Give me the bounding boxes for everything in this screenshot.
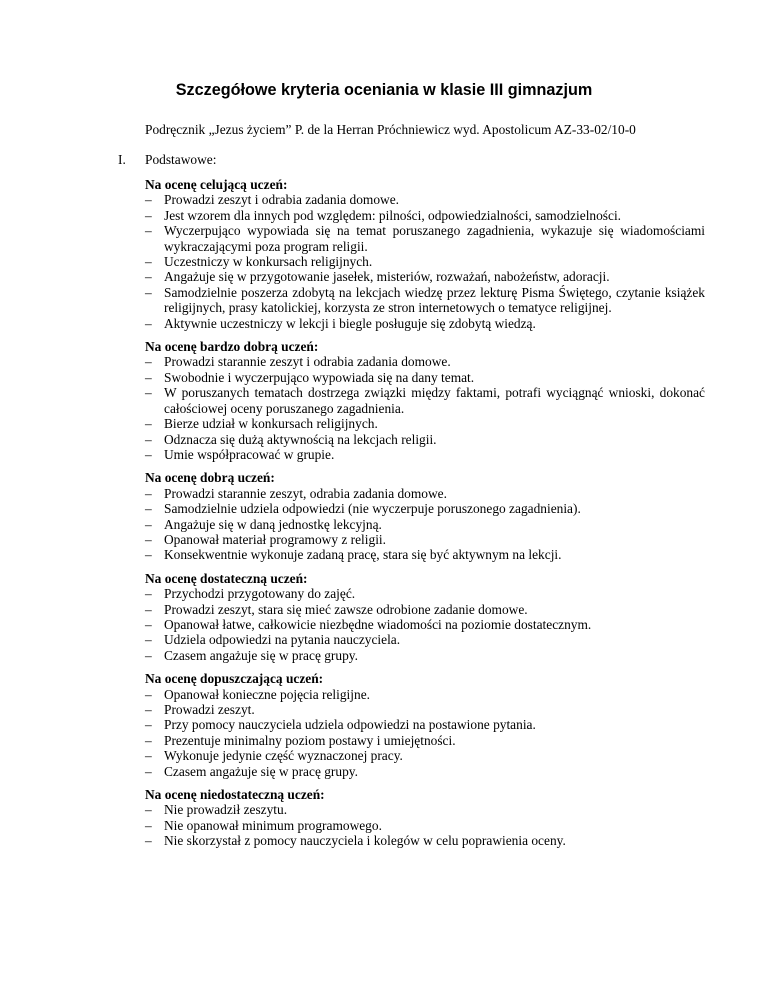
dash-bullet: – bbox=[145, 284, 152, 300]
criteria-item-text: Angażuje się w przygotowanie jasełek, misteriów, rozważań, nabożeństw, adoracji. bbox=[164, 269, 610, 285]
criteria-item-text: Prezentuje minimalny poziom postawy i umiejętności. bbox=[164, 732, 456, 748]
criteria-item-text: Udziela odpowiedzi na pytania nauczyciela. bbox=[164, 632, 401, 648]
criteria-item bbox=[145, 447, 705, 462]
dash-bullet: – bbox=[145, 632, 152, 648]
criteria-item-text: Swobodnie i wyczerpująco wypowiada się na dany temat. bbox=[164, 369, 475, 385]
dash-bullet: – bbox=[145, 717, 152, 733]
dash-bullet: – bbox=[145, 416, 152, 432]
dash-bullet: – bbox=[145, 485, 152, 501]
criteria-item-text: Przychodzi przygotowany do zajęć. bbox=[164, 586, 356, 602]
criteria-item-text: Prowadzi starannie zeszyt i odrabia zadania domowe. bbox=[164, 354, 451, 370]
criteria-item bbox=[145, 269, 705, 284]
criteria-item-text: Przy pomocy nauczyciela udziela odpowiedzi na postawione pytania. bbox=[164, 717, 536, 733]
dash-bullet: – bbox=[145, 702, 152, 717]
criteria-item-text: Jest wzorem dla innych pod względem: pilności, odpowiedzialności, samodzielności. bbox=[164, 207, 622, 223]
grade-block bbox=[145, 571, 705, 663]
dash-bullet: – bbox=[145, 547, 152, 563]
criteria-item bbox=[145, 547, 705, 562]
grading-criteria bbox=[145, 177, 705, 857]
grade-heading: Na ocenę dobrą uczeń: bbox=[145, 470, 275, 486]
criteria-item bbox=[145, 223, 705, 254]
criteria-item bbox=[145, 385, 705, 416]
criteria-list bbox=[145, 192, 705, 331]
criteria-item-text: Prowadzi zeszyt i odrabia zadania domowe. bbox=[164, 192, 399, 208]
criteria-item-text: Bierze udział w konkursach religijnych. bbox=[164, 416, 378, 432]
page-title: Szczegółowe kryteria oceniania w klasie III gimnazjum bbox=[175, 81, 593, 99]
dash-bullet: – bbox=[145, 732, 152, 748]
criteria-item-text: Uczestniczy w konkursach religijnych. bbox=[164, 254, 373, 270]
criteria-item-text: Wyczerpująco wypowiada się na temat poruszanego zagadnienia, wykazuje się wiadomościami wykraczającymi poza program religii. bbox=[164, 223, 705, 254]
criteria-item-text: Opanował łatwe, całkowicie niezbędne wiadomości na poziomie dostatecznym. bbox=[164, 616, 592, 632]
grade-block bbox=[145, 339, 705, 462]
criteria-item bbox=[145, 501, 705, 516]
grade-block bbox=[145, 671, 705, 779]
criteria-list bbox=[145, 687, 705, 779]
criteria-item bbox=[145, 432, 705, 447]
criteria-item-text: Prowadzi zeszyt. bbox=[164, 702, 255, 717]
criteria-item bbox=[145, 702, 705, 717]
dash-bullet: – bbox=[145, 531, 152, 547]
dash-bullet: – bbox=[145, 586, 152, 602]
criteria-item-text: Angażuje się w daną jednostkę lekcyjną. bbox=[164, 516, 382, 532]
textbook-subtitle: Podręcznik „Jezus życiem” P. de la Herran Próchniewicz wyd. Apostolicum AZ-33-02/10-0 bbox=[145, 122, 636, 137]
grade-heading: Na ocenę bardzo dobrą uczeń: bbox=[145, 339, 319, 355]
dash-bullet: – bbox=[145, 833, 152, 849]
criteria-item-text: Prowadzi zeszyt, stara się mieć zawsze odrobione zadanie domowe. bbox=[164, 601, 528, 617]
dash-bullet: – bbox=[145, 446, 152, 462]
criteria-item bbox=[145, 632, 705, 647]
criteria-item bbox=[145, 254, 705, 269]
dash-bullet: – bbox=[145, 817, 152, 833]
criteria-item-text: Opanował materiał programowy z religii. bbox=[164, 531, 386, 547]
criteria-list bbox=[145, 354, 705, 462]
criteria-item bbox=[145, 733, 705, 748]
criteria-item bbox=[145, 748, 705, 763]
criteria-item-text: Nie skorzystał z pomocy nauczyciela i kolegów w celu poprawienia oceny. bbox=[164, 833, 566, 849]
criteria-item bbox=[145, 354, 705, 369]
dash-bullet: – bbox=[145, 686, 152, 702]
criteria-item-text: Czasem angażuje się w pracę grupy. bbox=[164, 647, 358, 663]
criteria-list bbox=[145, 802, 705, 848]
criteria-item bbox=[145, 602, 705, 617]
criteria-item bbox=[145, 370, 705, 385]
criteria-item-text: Samodzielnie poszerza zdobytą na lekcjach wiedzę przez lekturę Pisma Świętego, czytanie książek religijnych, prasy katolickiej, korzysta ze stron internetowych o tematyce religijnej. bbox=[164, 284, 705, 316]
grade-block bbox=[145, 177, 705, 331]
criteria-item bbox=[145, 764, 705, 779]
criteria-item bbox=[145, 285, 705, 316]
dash-bullet: – bbox=[145, 431, 152, 447]
dash-bullet: – bbox=[145, 763, 152, 779]
dash-bullet: – bbox=[145, 207, 152, 223]
criteria-item bbox=[145, 192, 705, 207]
criteria-item bbox=[145, 586, 705, 601]
grade-block bbox=[145, 787, 705, 849]
criteria-item-text: Nie prowadził zeszytu. bbox=[164, 802, 288, 818]
criteria-item bbox=[145, 416, 705, 431]
dash-bullet: – bbox=[145, 802, 152, 818]
criteria-item bbox=[145, 717, 705, 732]
criteria-item bbox=[145, 316, 705, 331]
criteria-list bbox=[145, 486, 705, 563]
dash-bullet: – bbox=[145, 385, 152, 401]
criteria-item bbox=[145, 802, 705, 817]
criteria-item-text: Samodzielnie udziela odpowiedzi (nie wyczerpuje poruszonego zagadnienia). bbox=[164, 501, 581, 517]
criteria-item-text: Odznacza się dużą aktywnością na lekcjach religii. bbox=[164, 431, 437, 447]
dash-bullet: – bbox=[145, 269, 152, 285]
dash-bullet: – bbox=[145, 254, 152, 270]
section-number: I. bbox=[118, 152, 126, 167]
criteria-item bbox=[145, 818, 705, 833]
dash-bullet: – bbox=[145, 369, 152, 385]
dash-bullet: – bbox=[145, 501, 152, 517]
dash-bullet: – bbox=[145, 516, 152, 532]
criteria-list bbox=[145, 586, 705, 663]
criteria-item-text: Aktywnie uczestniczy w lekcji i biegle posługuje się zdobytą wiedzą. bbox=[164, 315, 536, 331]
dash-bullet: – bbox=[145, 616, 152, 632]
criteria-item bbox=[145, 617, 705, 632]
criteria-item-text: Konsekwentnie wykonuje zadaną pracę, stara się być aktywnym na lekcji. bbox=[164, 547, 562, 563]
dash-bullet: – bbox=[145, 192, 152, 208]
criteria-item bbox=[145, 208, 705, 223]
grade-heading: Na ocenę dostateczną uczeń: bbox=[145, 570, 308, 586]
criteria-item-text: W poruszanych tematach dostrzega związki między faktami, potrafi wyciągnąć wnioski, dokonać całościowej oceny poruszanego zagadnienia. bbox=[164, 385, 705, 416]
criteria-item-text: Opanował konieczne pojęcia religijne. bbox=[164, 686, 370, 702]
criteria-item bbox=[145, 517, 705, 532]
grade-heading: Na ocenę dopuszczającą uczeń: bbox=[145, 671, 324, 687]
grade-block bbox=[145, 470, 705, 562]
criteria-item bbox=[145, 833, 705, 848]
criteria-item bbox=[145, 532, 705, 547]
section-label: Podstawowe: bbox=[145, 152, 217, 167]
criteria-item-text: Nie opanował minimum programowego. bbox=[164, 817, 382, 833]
section-heading bbox=[118, 152, 216, 167]
criteria-item-text: Czasem angażuje się w pracę grupy. bbox=[164, 763, 358, 779]
dash-bullet: – bbox=[145, 647, 152, 663]
criteria-item-text: Umie współpracować w grupie. bbox=[164, 446, 335, 462]
dash-bullet: – bbox=[145, 354, 152, 370]
criteria-item bbox=[145, 486, 705, 501]
criteria-item-text: Prowadzi starannie zeszyt, odrabia zadania domowe. bbox=[164, 485, 447, 501]
criteria-item bbox=[145, 687, 705, 702]
grade-heading: Na ocenę celującą uczeń: bbox=[145, 177, 288, 192]
dash-bullet: – bbox=[145, 223, 152, 239]
dash-bullet: – bbox=[145, 748, 152, 764]
criteria-item bbox=[145, 648, 705, 663]
grade-heading: Na ocenę niedostateczną uczeń: bbox=[145, 787, 325, 803]
dash-bullet: – bbox=[145, 315, 152, 331]
dash-bullet: – bbox=[145, 601, 152, 617]
criteria-item-text: Wykonuje jedynie część wyznaczonej pracy. bbox=[164, 748, 403, 764]
